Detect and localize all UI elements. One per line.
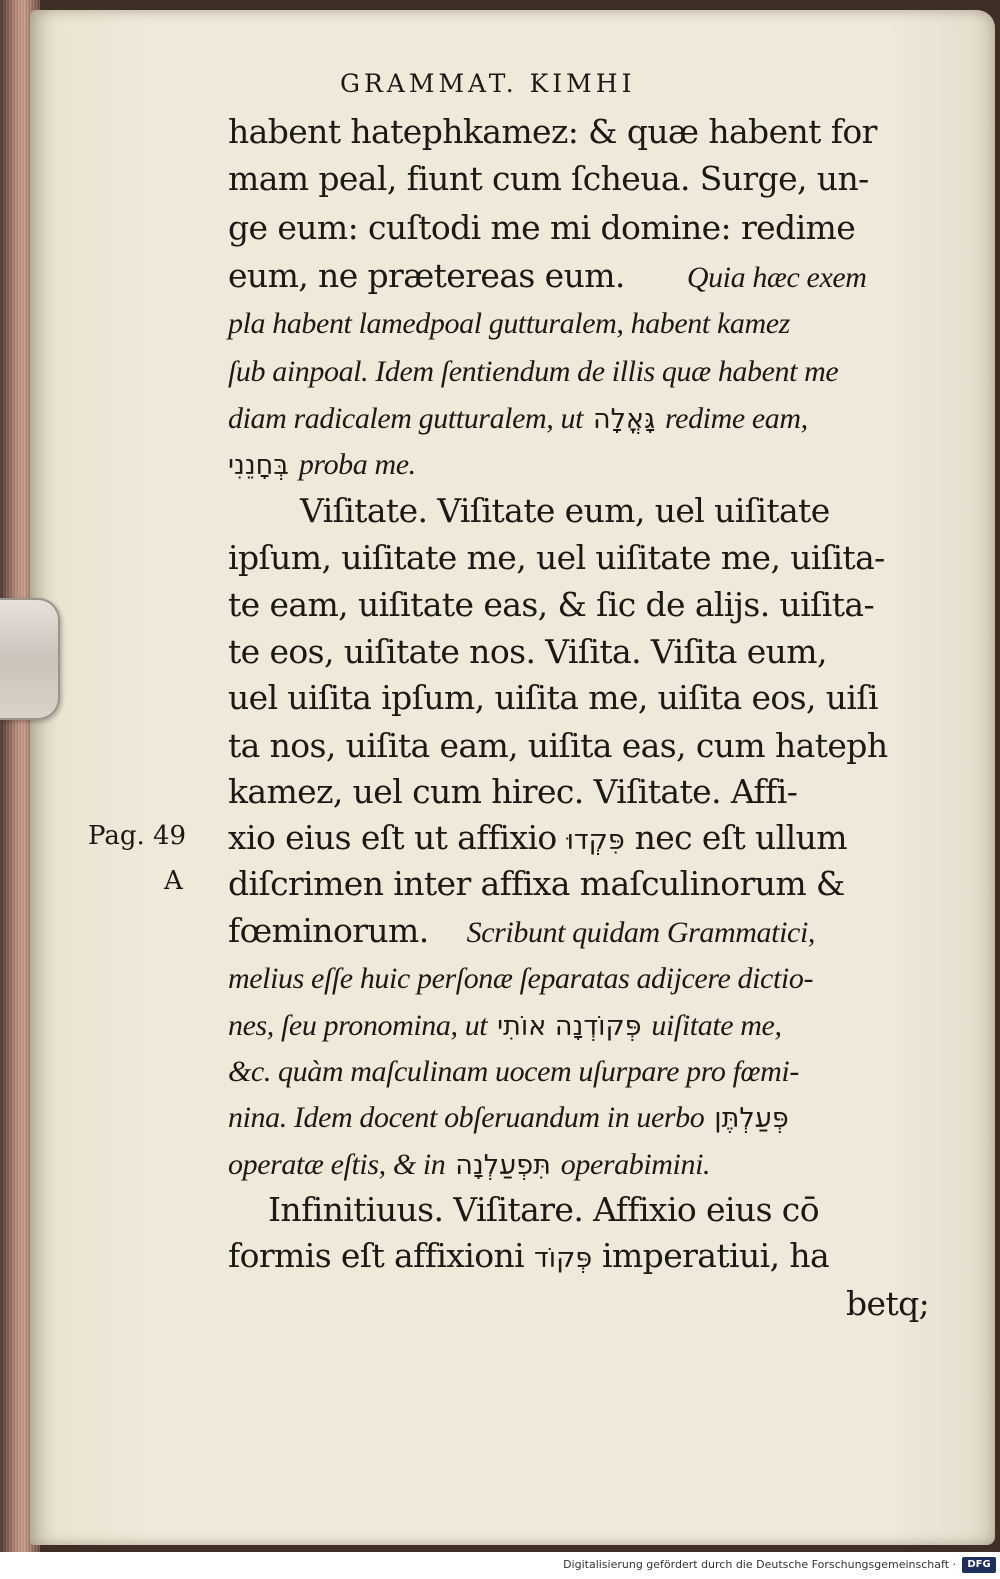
running-head: GRAMMAT. KIMHI <box>340 69 636 98</box>
text-line <box>228 630 928 674</box>
hebrew-word: פְּקוֹד <box>534 1243 593 1274</box>
text-line <box>228 1048 928 1094</box>
text-line <box>228 909 928 955</box>
text-italic: operatæ eſtis, & in <box>228 1148 446 1181</box>
hebrew-word: פִּקְדוּ <box>566 825 625 856</box>
text-italic: diam radicalem gutturalem, ut <box>228 402 584 435</box>
text-roman: habent hatephkamez: & quæ habent for <box>228 112 877 151</box>
text-italic: operabimini. <box>560 1148 711 1181</box>
text-roman: eum, ne prætereas eum. <box>228 256 625 295</box>
hebrew-word: בְּחָנֵנִי <box>228 450 289 481</box>
text-line <box>228 724 928 768</box>
text-italic: pla habent lamedpoal gutturalem, habent kamez <box>228 307 790 340</box>
text-roman: ipſum, uiſitate me, uel uiſitate me, uiſita- <box>228 538 885 577</box>
catchword <box>846 1282 936 1326</box>
text-line <box>228 254 928 300</box>
hebrew-word: פְּעַלְתֶּן <box>714 1103 789 1134</box>
funding-credit: Digitalisierung gefördert durch die Deutsche Forschungsgemeinschaft · <box>563 1558 956 1571</box>
footer-bar <box>0 1552 1000 1579</box>
text-line <box>228 583 928 627</box>
text-line <box>228 536 928 580</box>
text-line <box>228 395 928 442</box>
text-roman: Infinitiuus. Viſitare. Affixio eius cō <box>268 1190 819 1229</box>
book-clasp <box>0 598 60 720</box>
text-italic: redime eam, <box>665 402 808 435</box>
text-italic: &c. quàm maſculinam uocem uſurpare pro fœmi- <box>228 1055 799 1088</box>
text-line <box>228 770 928 814</box>
text-line <box>228 110 928 154</box>
text-line <box>228 955 928 1001</box>
text-roman: te eam, uiſitate eas, & ſic de alijs. uiſita- <box>228 585 875 624</box>
text-line <box>228 1141 928 1188</box>
margin-note-page: Pag. 49 <box>88 821 187 851</box>
text-roman: xio eius eſt ut affixio <box>228 818 557 857</box>
text-line <box>268 1188 928 1232</box>
text-line <box>228 862 928 906</box>
text-line <box>228 1234 928 1281</box>
text-line <box>228 348 928 394</box>
text-roman: ta nos, uiſita eam, uiſita eas, cum hateph <box>228 726 888 765</box>
text-roman: betq; <box>846 1284 930 1323</box>
text-line <box>228 676 928 720</box>
text-italic: melius eſſe huic perſonæ ſeparatas adijcere dictio- <box>228 962 814 995</box>
text-roman: nec eſt ullum <box>634 818 847 857</box>
text-roman: formis eſt affixioni <box>228 1236 525 1275</box>
text-italic: proba me. <box>298 448 416 481</box>
text-italic: ſub ainpoal. Idem ſentiendum de illis quæ habent me <box>228 355 839 388</box>
text-roman: Viſitate. Viſitate eum, uel uiſitate <box>300 491 830 530</box>
text-line <box>228 1094 928 1141</box>
dfg-logo: DFG <box>962 1557 996 1573</box>
hebrew-word: גָּאֳלָה <box>592 404 656 435</box>
text-italic: Scribunt quidam Grammatici, <box>466 916 815 949</box>
text-roman: fœminorum. <box>228 911 429 950</box>
text-roman: kamez, uel cum hirec. Viſitate. Affi- <box>228 772 798 811</box>
text-line <box>300 489 930 533</box>
text-line <box>228 300 928 346</box>
text-roman: ge eum: cuſtodi me mi domine: redime <box>228 208 856 247</box>
text-italic: nes, ſeu pronomina, ut <box>228 1009 488 1042</box>
text-italic: uiſitate me, <box>651 1009 782 1042</box>
hebrew-word: פְּקוֹדְנָה אוֹתִי <box>497 1011 642 1042</box>
text-line <box>228 1002 928 1049</box>
text-italic: nina. Idem docent obſeruandum in uerbo <box>228 1101 705 1134</box>
text-roman: uel uiſita ipſum, uiſita me, uiſita eos, uiſi <box>228 678 878 717</box>
text-line <box>228 441 928 488</box>
text-roman: imperatiui, ha <box>602 1236 830 1275</box>
text-roman: mam peal, fiunt cum ſcheua. Surge, un- <box>228 159 869 198</box>
hebrew-word: תִּפְעַלְנָה <box>455 1150 551 1181</box>
text-line <box>228 206 928 250</box>
text-roman: te eos, uiſitate nos. Viſita. Viſita eum, <box>228 632 827 671</box>
text-line <box>228 816 928 863</box>
text-line <box>228 157 928 201</box>
text-roman: diſcrimen inter affixa maſculinorum & <box>228 864 845 903</box>
margin-note-section: A <box>164 866 183 896</box>
text-italic: Quia hæc exem <box>686 261 867 294</box>
